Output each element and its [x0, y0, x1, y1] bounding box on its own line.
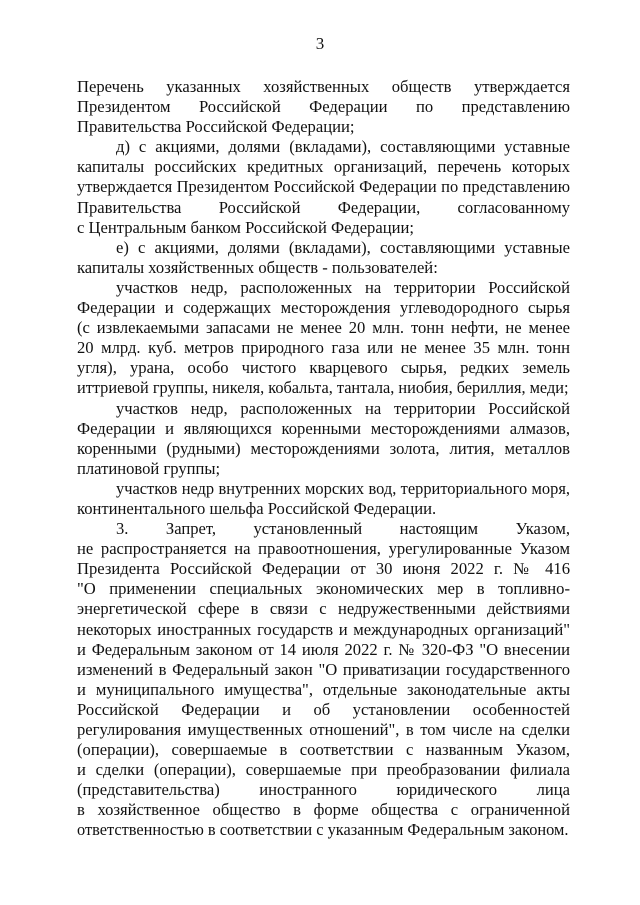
- text-line: континентального шельфа Российской Федерации.: [77, 498, 437, 518]
- text-line: с Центральным банком Российской Федерации;: [77, 217, 414, 237]
- text-line: и сделки (операции), совершаемые при преобразовании филиала: [77, 760, 570, 780]
- text-line: Президентом Российской Федерации по представлению: [77, 97, 570, 117]
- text-line: угля), урана, особо чистого кварцевого сырья, редких земель: [77, 358, 570, 378]
- text-line: и муниципального имущества", отдельные законодательные акты: [77, 679, 570, 699]
- text-line: е) с акциями, долями (вкладами), составляющими уставные: [116, 237, 570, 257]
- page-number: 3: [315, 34, 325, 53]
- text-line: регулирования имущественных отношений", в том числе на сделки: [77, 720, 570, 739]
- text-line: 20 млрд. куб. метров природного газа или не менее 35 млн. тонн: [77, 338, 570, 358]
- text-line: платиновой группы;: [77, 458, 221, 478]
- text-line: и Федеральным законом от 14 июля 2022 г. № 320-ФЗ "О внесении: [77, 639, 570, 659]
- text-line: (представительства) иностранного юридического лица: [77, 780, 570, 800]
- text-line: Президента Российской Федерации от 30 июня 2022 г. № 416: [77, 559, 570, 579]
- text-line: д) с акциями, долями (вкладами), составляющими уставные: [116, 137, 570, 157]
- document-body: [77, 77, 570, 841]
- text-line: Федерации и являющихся коренными месторождениями алмазов,: [77, 418, 570, 438]
- text-line: капиталы хозяйственных обществ - пользователей:: [77, 257, 438, 277]
- text-line: иттриевой группы, никеля, кобальта, тантала, ниобия, бериллия, меди;: [77, 378, 569, 398]
- text-line: изменений в Федеральный закон "О приватизации государственного: [77, 659, 570, 679]
- text-line: участков недр, расположенных на территории Российской: [116, 277, 570, 297]
- text-line: Правительства Российской Федерации, согласованному: [77, 197, 570, 217]
- text-line: некоторых иностранных государств и международных организаций": [77, 619, 570, 639]
- text-line: ответственностью в соответствии с указанным Федеральным законом.: [77, 820, 569, 840]
- text-line: не распространяется на правоотношения, урегулированные Указом: [77, 539, 570, 559]
- text-line: коренными (рудными) месторождениями золота, лития, металлов: [77, 438, 570, 458]
- text-line: участков недр, расположенных на территории Российской: [116, 398, 570, 418]
- text-line: участков недр внутренних морских вод, территориального моря,: [116, 478, 570, 498]
- text-line: (операции), совершаемые в соответствии с названным Указом,: [77, 740, 570, 760]
- text-line: Правительства Российской Федерации;: [77, 117, 355, 137]
- text-line: Федерации и содержащих месторождения углеводородного сырья: [77, 298, 570, 318]
- text-line: энергетической сфере в связи с недружественными действиями: [77, 599, 570, 619]
- text-line: Российской Федерации и об установлении особенностей: [77, 699, 570, 719]
- text-line: 3. Запрет, установленный настоящим Указом,: [116, 519, 570, 539]
- text-line: (с извлекаемыми запасами не менее 20 млн. тонн нефти, не менее: [77, 318, 570, 338]
- text-line: "О применении специальных экономических мер в топливно-: [77, 579, 570, 599]
- text-line: Перечень указанных хозяйственных обществ утверждается: [77, 77, 570, 96]
- text-line: утверждается Президентом Российской Федерации по представлению: [77, 177, 570, 197]
- text-line: в хозяйственное общество в форме общества с ограниченной: [77, 800, 570, 820]
- text-line: капиталы российских кредитных организаций, перечень которых: [77, 157, 570, 177]
